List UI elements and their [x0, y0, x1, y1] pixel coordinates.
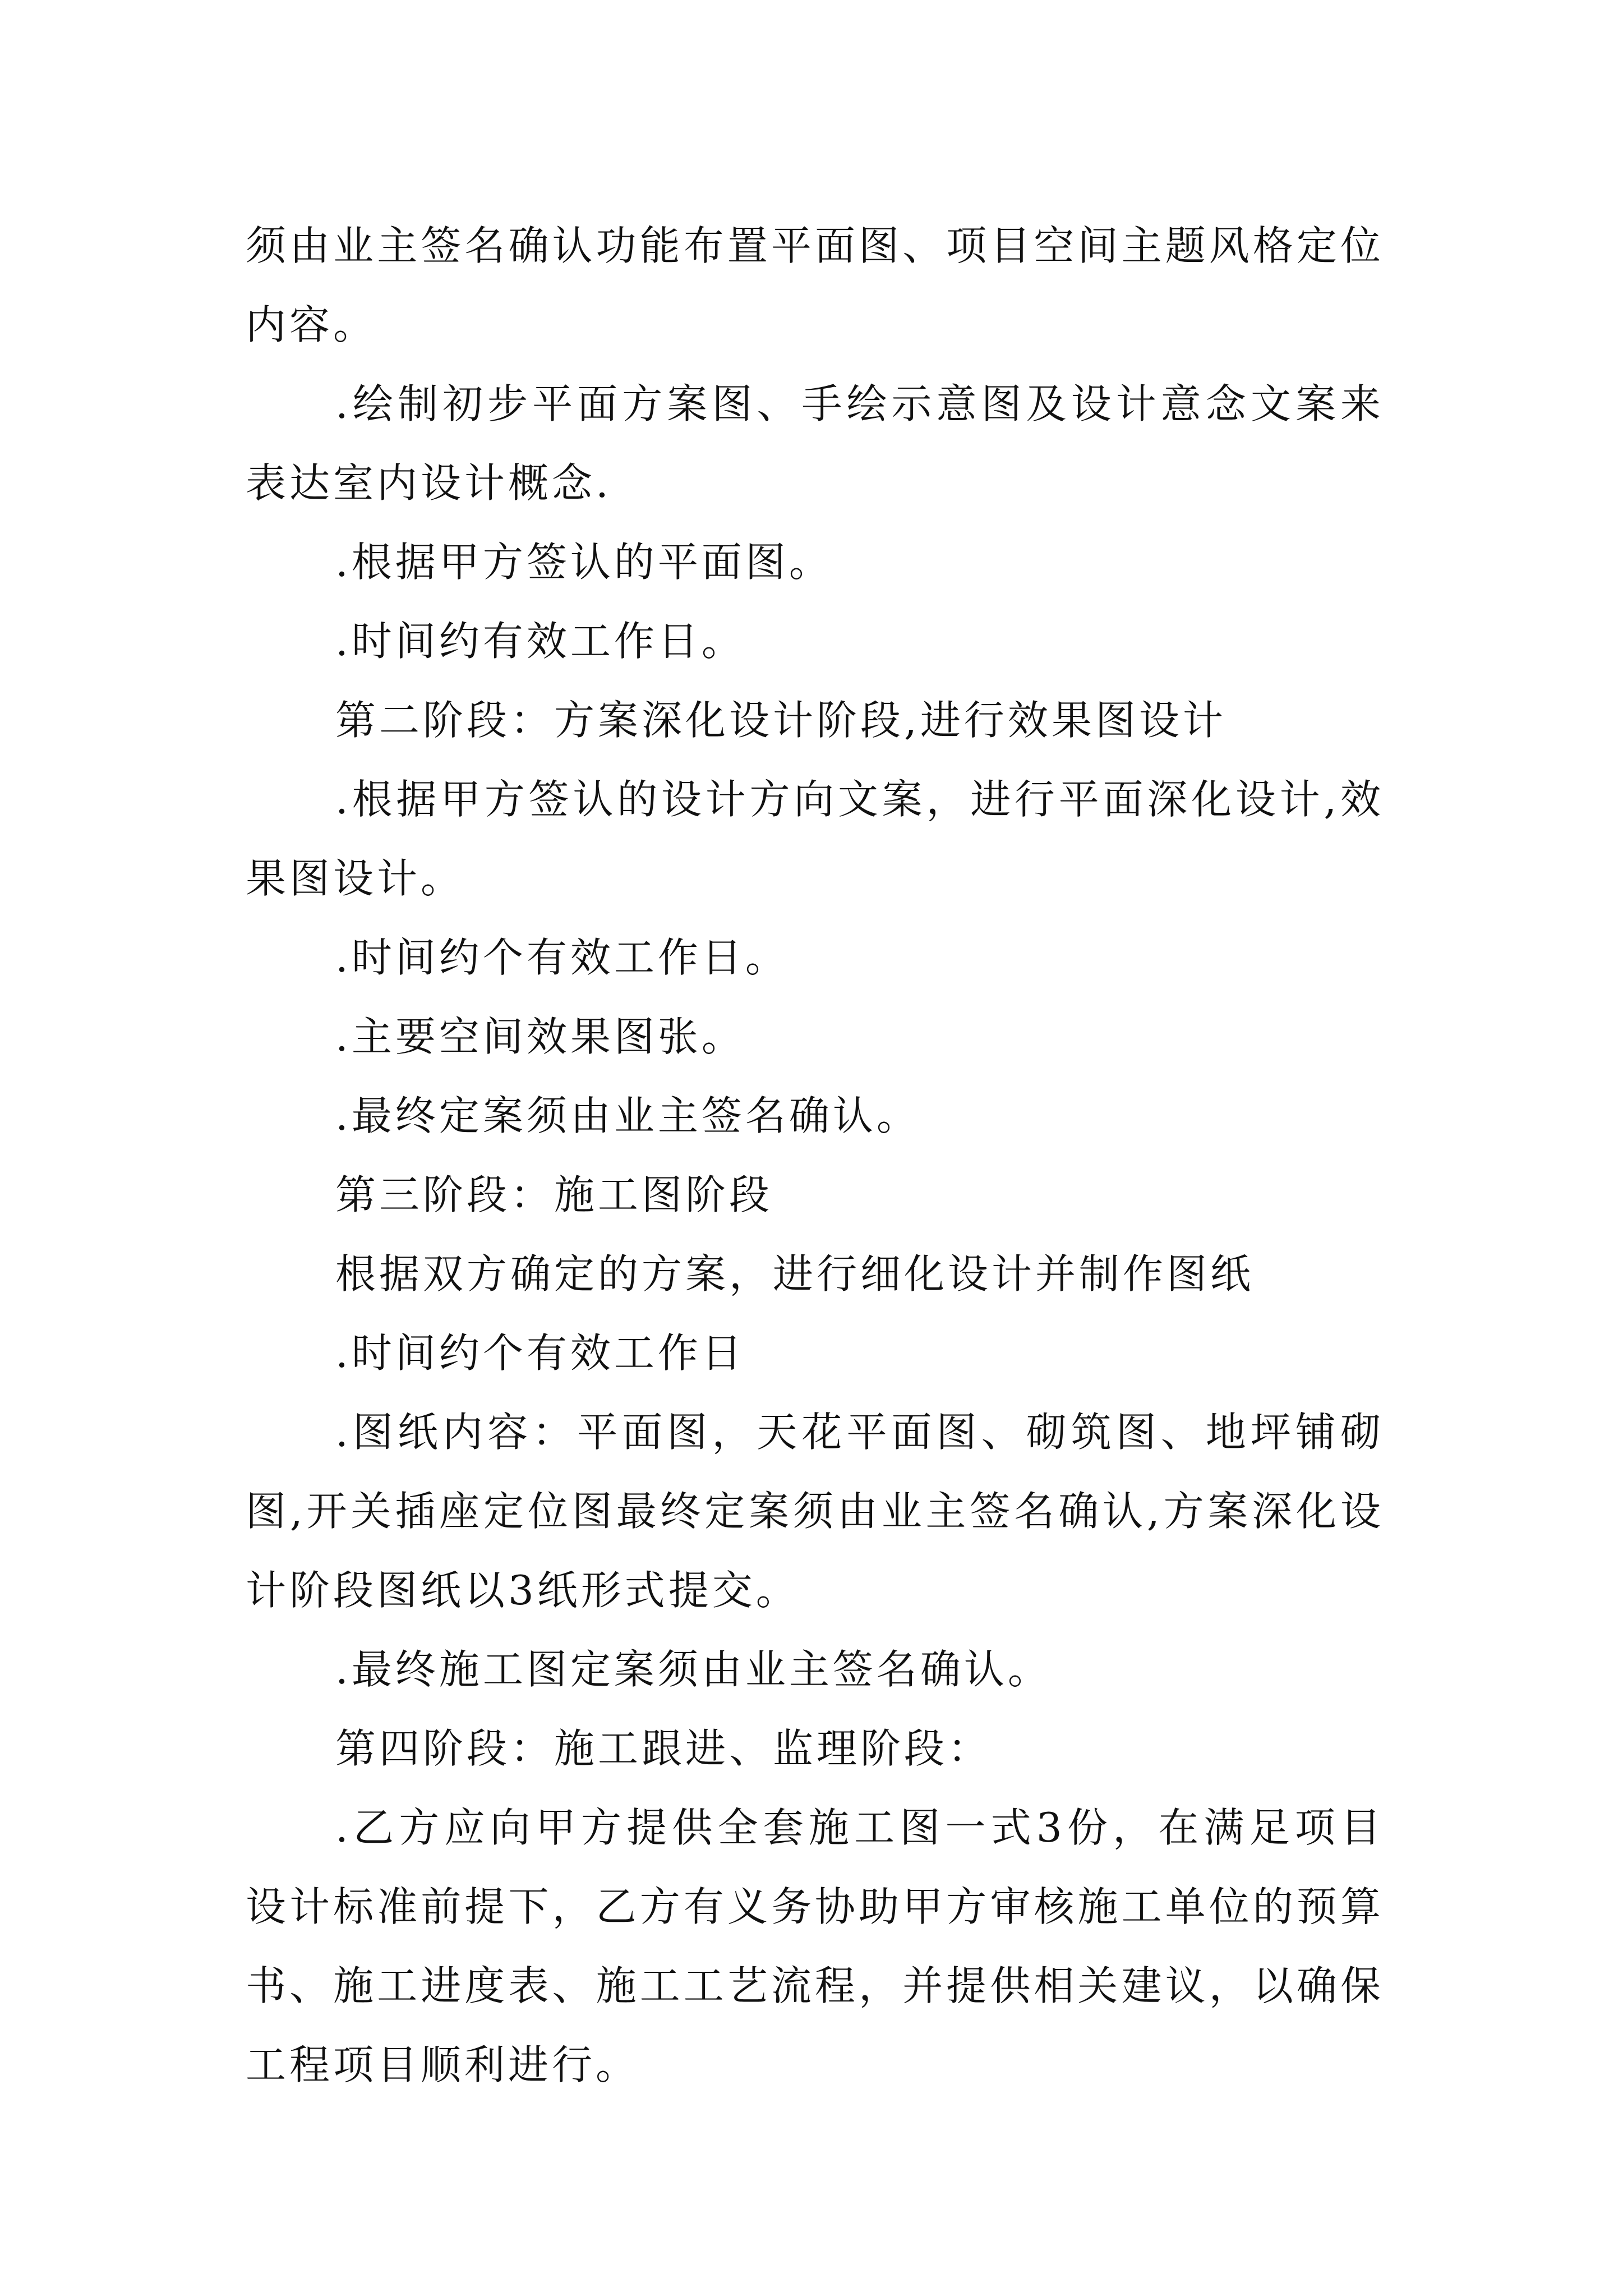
paragraph-renderings: .主要空间效果图张。	[335, 1013, 745, 1060]
paragraph-time-3: .时间约个有效工作日	[335, 1329, 745, 1377]
paragraph-continued-text: 须由业主签名确认功能布置平面图、项目空间主题风格定位内容。	[246, 222, 1384, 348]
paragraph-deepen-design: .根据甲方签认的设计方向文案，进行平面深化设计,效果图设计。	[246, 776, 1384, 902]
paragraph-detail-design: 根据双方确定的方案，进行细化设计并制作图纸	[335, 1250, 1255, 1297]
paragraph-approved-plan: .根据甲方签认的平面图。	[335, 539, 833, 586]
paragraph-drawing-content: .图纸内容：平面图，天花平面图、砌筑图、地坪铺砌图,开关插座定位图最终定案须由业主签名确认,方案深化设计阶段图纸以3纸形式提交。	[246, 1409, 1384, 1614]
paragraph-draft-plan: .绘制初步平面方案图、手绘示意图及设计意念文案来表达室内设计概念.	[246, 380, 1384, 507]
paragraph-time-2: .时间约个有效工作日。	[335, 934, 789, 981]
document-body	[246, 206, 1384, 2105]
heading-stage-4: 第四阶段：施工跟进、监理阶段：	[335, 1725, 992, 1772]
heading-stage-2: 第二阶段：方案深化设计阶段,进行效果图设计	[335, 697, 1227, 744]
paragraph-time-1: .时间约有效工作日。	[335, 618, 745, 665]
paragraph-construction-approval: .最终施工图定案须由业主签名确认。	[335, 1646, 1052, 1693]
paragraph-final-approval: .最终定案须由业主签名确认。	[335, 1092, 920, 1139]
paragraph-supervision: .乙方应向甲方提供全套施工图一式3份，在满足项目设计标准前提下，乙方有义务协助甲方审核施工单位的预算书、施工进度表、施工工艺流程，并提供相关建议，以确保工程项目顺利进行。	[246, 1804, 1384, 2088]
heading-stage-3: 第三阶段：施工图阶段	[335, 1171, 773, 1218]
